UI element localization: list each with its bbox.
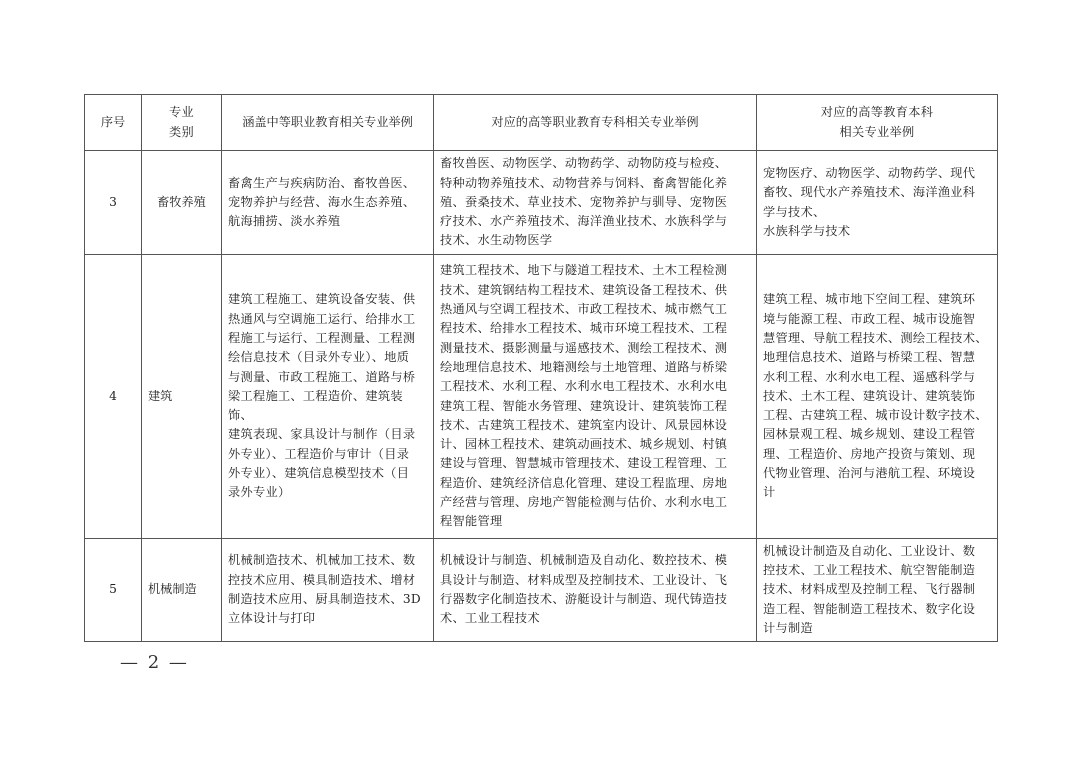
row-no: 5 [85,539,142,642]
row-category: 机械制造 [142,539,222,642]
row-category: 建筑 [142,255,222,539]
table-header-row [85,95,998,151]
majors-table [84,94,998,642]
row-undergraduate: 建筑工程、城市地下空间工程、建筑环 境与能源工程、市政工程、城市设施智 慧管理、导航工程技术、测绘工程技术、 地理信息技术、道路与桥梁工程、智慧 水利工程、水利水电工程、遥感科学与 技术、土木工程、建筑设计、建筑装饰 工程、古建筑工程、城市设计数字技术、 园林景观工程、城乡规划、建设工程管 理、工程造价、房地产投资与策划、现 代物业管理、治河与港航工程、环境设 计 [757,255,998,539]
table-row [85,539,998,642]
row-higher-vocational: 建筑工程技术、地下与隧道工程技术、土木工程检测 技术、建筑钢结构工程技术、建筑设备工程技术、供 热通风与空调工程技术、市政工程技术、城市燃气工 程技术、给排水工程技术、城市环境工程技术、工程 测量技术、摄影测量与遥感技术、测绘工程技术、测 绘地理信息技术、地籍测绘与土地管理、道路与桥梁 工程技术、水利工程、水利水电工程技术、水利水电 建筑工程、智能水务管理、建筑设计、建筑装饰工程 技术、古建筑工程技术、建筑室内设计、风景园林设 计、园林工程技术、建筑动画技术、城乡规划、村镇 建设与管理、智慧城市管理技术、建设工程管理、工 程造价、建筑经济信息化管理、建设工程监理、房地 产经营与管理、房地产智能检测与估价、水利水电工 程智能管理 [434,255,757,539]
header-category: 专业 类别 [142,95,222,151]
header-no: 序号 [85,95,142,151]
row-no: 4 [85,255,142,539]
table-row [85,255,998,539]
row-higher-vocational: 机械设计与制造、机械制造及自动化、数控技术、模 具设计与制造、材料成型及控制技术、工业设计、飞 行器数字化制造技术、游艇设计与制造、现代铸造技 术、工业工程技术 [434,539,757,642]
page-number: — 2 — [120,652,189,673]
row-secondary: 畜禽生产与疾病防治、畜牧兽医、 宠物养护与经营、海水生态养殖、 航海捕捞、淡水养殖 [222,151,434,255]
row-undergraduate: 宠物医疗、动物医学、动物药学、现代 畜牧、现代水产养殖技术、海洋渔业科 学与技术、 水族科学与技术 [757,151,998,255]
row-category: 畜牧养殖 [142,151,222,255]
header-secondary: 涵盖中等职业教育相关专业举例 [222,95,434,151]
row-secondary: 机械制造技术、机械加工技术、数 控技术应用、模具制造技术、增材 制造技术应用、厨具制造技术、3D 立体设计与打印 [222,539,434,642]
table-row [85,151,998,255]
row-secondary: 建筑工程施工、建筑设备安装、供 热通风与空调施工运行、给排水工 程施工与运行、工程测量、工程测 绘信息技术（目录外专业）、地质 与测量、市政工程施工、道路与桥 梁工程施工、工程造价、建筑装饰、 建筑表现、家具设计与制作（目录 外专业）、工程造价与审计（目录 外专业）、建筑信息模型技术（目 录外专业） [222,255,434,539]
header-higher-vocational: 对应的高等职业教育专科相关专业举例 [434,95,757,151]
header-undergraduate: 对应的高等教育本科 相关专业举例 [757,95,998,151]
row-no: 3 [85,151,142,255]
row-undergraduate: 机械设计制造及自动化、工业设计、数 控技术、工业工程技术、航空智能制造 技术、材料成型及控制工程、飞行器制 造工程、智能制造工程技术、数字化设 计与制造 [757,539,998,642]
row-higher-vocational: 畜牧兽医、动物医学、动物药学、动物防疫与检疫、 特种动物养殖技术、动物营养与饲料、畜禽智能化养 殖、蚕桑技术、草业技术、宠物养护与驯导、宠物医 疗技术、水产养殖技术、海洋渔业技术、水族科学与 技术、水生动物医学 [434,151,757,255]
